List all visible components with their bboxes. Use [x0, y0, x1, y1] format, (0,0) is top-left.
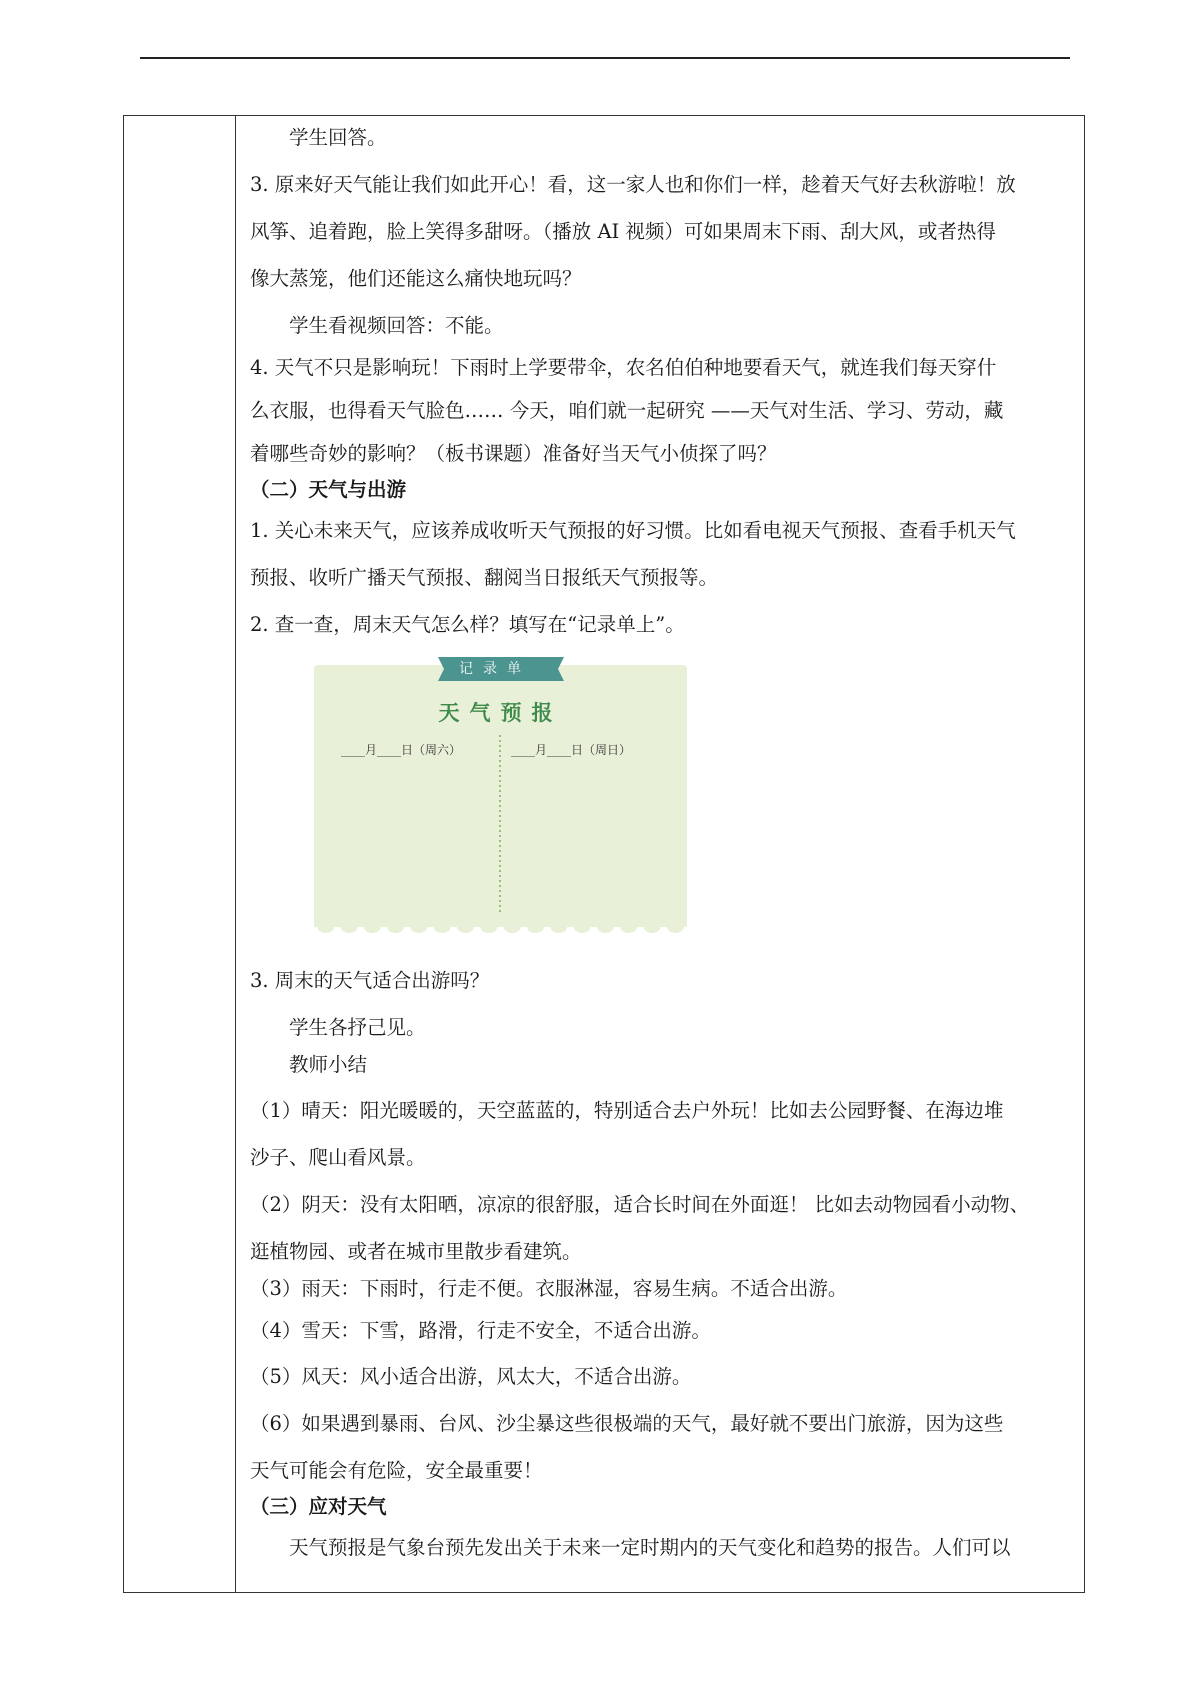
- card-scallop: [644, 921, 661, 933]
- text-line: 预报、收听广播天气预报、翻阅当日报纸天气预报等。: [250, 566, 719, 589]
- text-line: 学生各抒己见。: [289, 1016, 426, 1039]
- text-line: 学生看视频回答：不能。: [289, 314, 504, 337]
- text-line: 4. 天气不只是影响玩！下雨时上学要带伞，农名伯伯种地要看天气，就连我们每天穿什: [250, 356, 997, 379]
- card-scallop: [620, 921, 637, 933]
- text-line: 3. 原来好天气能让我们如此开心！看，这一家人也和你们一样，趁着天气好去秋游啦！放: [250, 173, 1016, 196]
- card-scallop: [387, 921, 404, 933]
- record-card-tag: 记录单: [459, 661, 531, 677]
- text-line: 么衣服，也得看天气脸色…… 今天，咱们就一起研究 ——天气对生活、学习、劳动，藏: [250, 399, 1004, 422]
- text-line: 1. 关心未来天气，应该养成收听天气预报的好习惯。比如看电视天气预报、查看手机天气: [250, 519, 1016, 542]
- card-scallop: [574, 921, 591, 933]
- card-scallop: [667, 921, 684, 933]
- text-line: 风筝、追着跑，脸上笑得多甜呀。（播放 AI 视频）可如果周末下雨、刮大风，或者热得: [250, 220, 996, 243]
- card-scallop: [480, 921, 497, 933]
- saturday-date-blank: ____月____日（周六）: [341, 743, 462, 757]
- left-column-cell: [124, 116, 236, 1592]
- text-line: 着哪些奇妙的影响？（板书课题）准备好当天气小侦探了吗？: [250, 442, 777, 465]
- header-rule: [140, 57, 1070, 59]
- card-scallop: [457, 921, 474, 933]
- section-heading: （二）天气与出游: [250, 478, 407, 501]
- text-line: 沙子、爬山看风景。: [250, 1146, 426, 1169]
- text-line: 3. 周末的天气适合出游吗？: [250, 969, 490, 992]
- text-line: 像大蒸笼，他们还能这么痛快地玩吗？: [250, 267, 582, 290]
- sunday-date-blank: ____月____日（周日）: [511, 743, 632, 757]
- text-line: （3）雨天：下雨时，行走不便。衣服淋湿，容易生病。不适合出游。: [250, 1277, 848, 1300]
- content-cell: [236, 116, 1084, 1592]
- card-scallop: [411, 921, 428, 933]
- text-line: （6）如果遇到暴雨、台风、沙尘暴这些很极端的天气，最好就不要出门旅游，因为这些: [250, 1412, 1004, 1435]
- lesson-table: [123, 115, 1085, 1593]
- section-heading: （三）应对天气: [250, 1495, 387, 1518]
- text-line: （5）风天：风小适合出游，风太大，不适合出游。: [250, 1365, 692, 1388]
- text-line: 2. 查一查，周末天气怎么样？填写在“记录单上”。: [250, 613, 685, 636]
- text-line: 逛植物园、或者在城市里散步看建筑。: [250, 1240, 582, 1263]
- text-line: 天气预报是气象台预先发出关于未来一定时期内的天气变化和趋势的报告。人们可以: [289, 1536, 1011, 1559]
- text-line: 天气可能会有危险，安全最重要！: [250, 1459, 543, 1482]
- record-card-title: 天气预报: [438, 700, 563, 725]
- card-scallop: [597, 921, 614, 933]
- text-line: （2）阴天：没有太阳晒，凉凉的很舒服，适合长时间在外面逛！ 比如去动物园看小动物、: [250, 1193, 1030, 1216]
- card-scallop: [364, 921, 381, 933]
- text-line: （4）雪天：下雪，路滑，行走不安全，不适合出游。: [250, 1319, 711, 1342]
- text-line: 教师小结: [289, 1053, 368, 1076]
- weather-record-card: [314, 657, 687, 944]
- card-scallop: [317, 921, 334, 933]
- card-scallop: [550, 921, 567, 933]
- card-scallop: [527, 921, 544, 933]
- text-line: 学生回答。: [289, 126, 387, 149]
- card-scallop: [341, 921, 358, 933]
- card-scallop: [504, 921, 521, 933]
- text-line: （1）晴天：阳光暖暖的，天空蓝蓝的，特别适合去户外玩！比如去公园野餐、在海边堆: [250, 1099, 1004, 1122]
- card-scallop: [434, 921, 451, 933]
